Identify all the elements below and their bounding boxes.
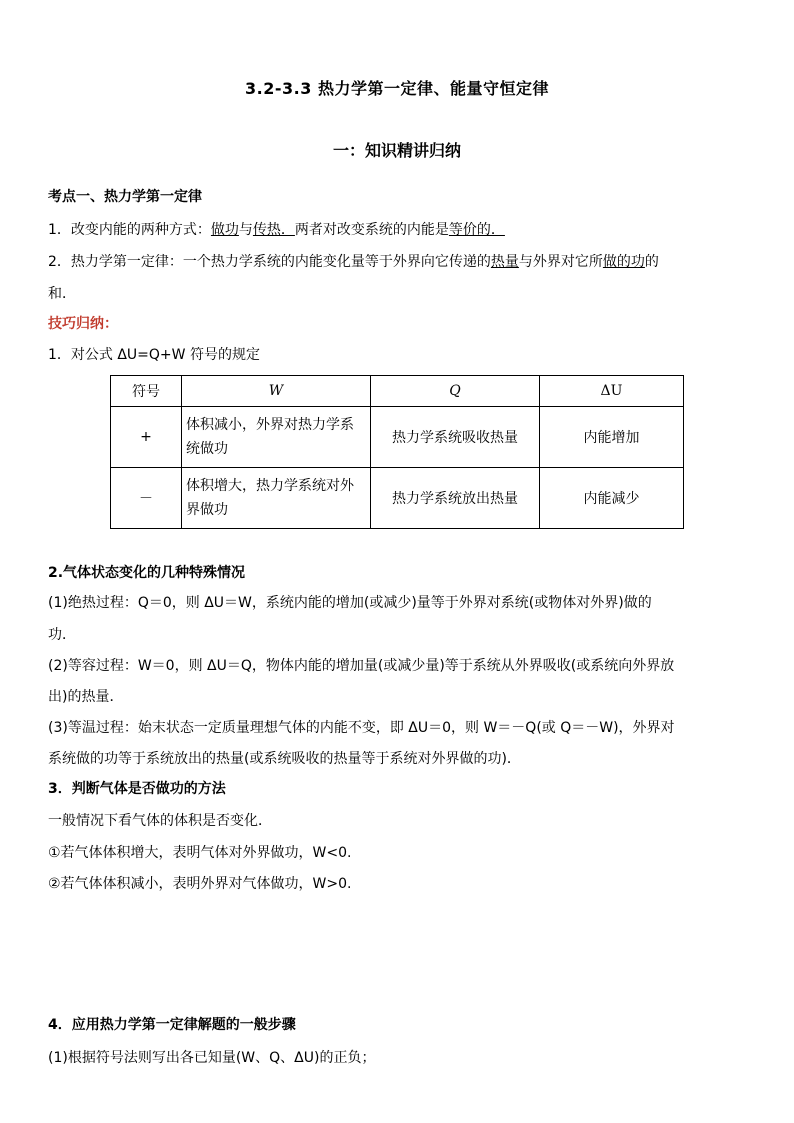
section1-paragraph2-cont: 和．: [48, 286, 76, 302]
table-cell-q: 热力学系统放出热量: [371, 468, 540, 529]
table-header-row: [111, 376, 684, 407]
section1-paragraph1: 1．改变内能的两种方式：做功与传热．两者对改变系统的内能是等价的．: [48, 222, 505, 238]
section2-line1: (1)绝热过程：Q＝0，则 ΔU＝W，系统内能的增加(或减少)量等于外界对系统(或物体对外界)做的: [48, 595, 652, 611]
table-row: [111, 468, 684, 529]
formula-intro: 1．对公式 ΔU=Q+W 符号的规定: [48, 347, 260, 363]
section2-line3-cont: 系统做的功等于系统放出的热量(或系统吸收的热量等于系统对外界做的功)．: [48, 751, 521, 767]
section2-line2-cont: 出)的热量．: [48, 689, 124, 705]
section3-line2: ①若气体体积增大，表明气体对外界做功，W<0.: [48, 845, 352, 861]
section2-heading: 2.气体状态变化的几种特殊情况: [48, 565, 246, 581]
table-cell-q: 热力学系统吸收热量: [371, 407, 540, 468]
table-row: [111, 407, 684, 468]
section1-heading: 考点一、热力学第一定律: [48, 189, 202, 205]
section4-line1: (1)根据符号法则写出各已知量(W、Q、ΔU)的正负；: [48, 1050, 376, 1066]
tips-heading: 技巧归纳：: [48, 316, 118, 332]
table-cell-sign: －: [111, 468, 182, 529]
table-cell-w: 体积减小，外界对热力学系统做功: [182, 407, 371, 468]
section2-line1-cont: 功．: [48, 627, 76, 643]
section3-heading: 3．判断气体是否做功的方法: [48, 781, 226, 797]
table-cell-w: 体积增大，热力学系统对外界做功: [182, 468, 371, 529]
sign-convention-table: [110, 375, 684, 529]
table-header-cell: ΔU: [540, 376, 684, 407]
table-cell-du: 内能减少: [540, 468, 684, 529]
section2-line3: (3)等温过程：始末状态一定质量理想气体的内能不变，即 ΔU＝0，则 W＝－Q(或 Q＝－W)，外界对: [48, 720, 675, 736]
section4-heading: 4．应用热力学第一定律解题的一般步骤: [48, 1017, 296, 1033]
table-cell-sign: +: [111, 407, 182, 468]
table-header-cell: 符号: [111, 376, 182, 407]
section3-line1: 一般情况下看气体的体积是否变化．: [48, 813, 272, 829]
section1-paragraph2: 2．热力学第一定律：一个热力学系统的内能变化量等于外界向它传递的热量与外界对它所做的功的: [48, 254, 659, 270]
section2-line2: (2)等容过程：W＝0，则 ΔU＝Q，物体内能的增加量(或减少量)等于系统从外界吸收(或系统向外界放: [48, 658, 675, 674]
table-header-cell: Q: [371, 376, 540, 407]
table-header-cell: W: [182, 376, 371, 407]
page-subtitle: 一：知识精讲归纳: [332, 141, 461, 160]
page-title: 3.2-3.3 热力学第一定律、能量守恒定律: [245, 79, 549, 98]
table-cell-du: 内能增加: [540, 407, 684, 468]
section3-line3: ②若气体体积减小，表明外界对气体做功，W>0.: [48, 876, 352, 892]
